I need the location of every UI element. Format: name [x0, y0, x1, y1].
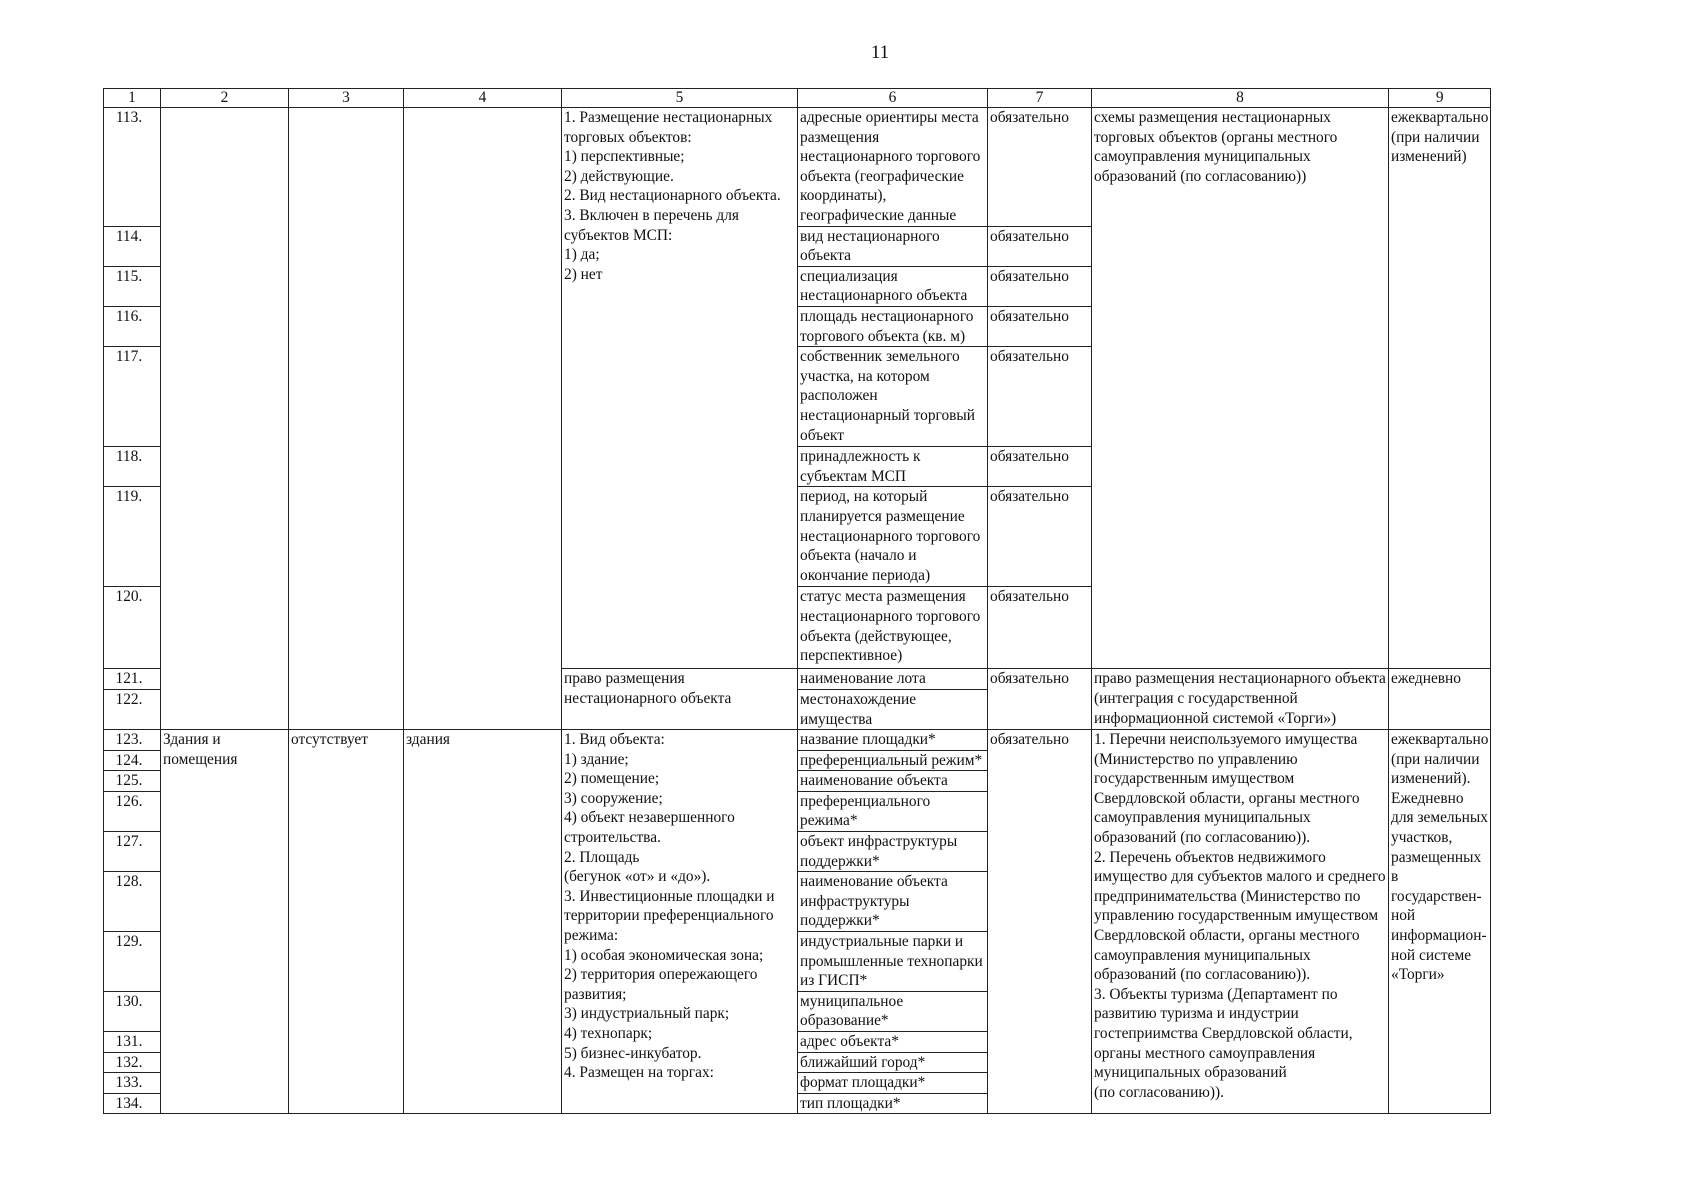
row-number: 123.	[104, 730, 161, 751]
row-number: 121.	[104, 669, 161, 690]
header-cell: 3	[289, 89, 404, 108]
attribute-cell: площадь нестационарного торгового объекта (кв. м)	[798, 306, 988, 346]
source-cell: 1. Перечни неиспользуемого имущества (Министерство по управлению государственным имуществом Свердловской области, органы местного самоуправления муниципальных образований (по согласованию)). 2. Перечень объектов недвижимого имущество для субъектов малого и среднего предпринимательства (Министерство по управлению государственным имуществом Свердловской области, органы местного самоуправления муниципальных образований (по согласованию)). 3. Объекты туризма (Департамент по развитию туризма и индустрии гостеприимства Свердловской области, органы местного самоуправления муниципальных образований (по согласованию)).	[1092, 730, 1389, 1114]
row-number: 132.	[104, 1052, 161, 1073]
row-number: 113.	[104, 108, 161, 227]
attribute-cell: формат площадки*	[798, 1073, 988, 1094]
table-row	[104, 730, 1491, 751]
row-number: 133.	[104, 1073, 161, 1094]
row-number: 116.	[104, 306, 161, 346]
attribute-cell: наименование объекта инфраструктуры поддержки*	[798, 872, 988, 932]
attribute-cell: собственник земельного участка, на котором расположен нестационарный торговый объект	[798, 347, 988, 447]
attribute-cell: период, на который планируется размещение нестационарного торгового объекта (начало и окончание периода)	[798, 487, 988, 587]
row-number: 128.	[104, 872, 161, 932]
attribute-cell: название площадки*	[798, 730, 988, 751]
row-number: 118.	[104, 447, 161, 487]
frequency-cell: ежеквартально (при наличии изменений). Ежедневно для земельных участков, размещенных в государствен-ной информацион-ной системе «Торги»	[1389, 730, 1491, 1114]
requirement-cell: обязательно	[988, 447, 1092, 487]
data-composition-cell: право размещения нестационарного объекта	[562, 669, 798, 730]
data-table	[103, 88, 1491, 1114]
row-number: 124.	[104, 750, 161, 771]
header-cell: 5	[562, 89, 798, 108]
attribute-cell: наименование лота	[798, 669, 988, 690]
row-number: 119.	[104, 487, 161, 587]
row-number: 129.	[104, 932, 161, 992]
row-number: 117.	[104, 347, 161, 447]
header-row	[104, 89, 1491, 108]
requirement-cell: обязательно	[988, 347, 1092, 447]
header-cell: 1	[104, 89, 161, 108]
requirement-cell: обязательно	[988, 669, 1092, 730]
row-number: 125.	[104, 771, 161, 792]
header-cell: 9	[1389, 89, 1491, 108]
attribute-cell: статус места размещения нестационарного торгового объекта (действующее, перспективное)	[798, 587, 988, 669]
data-composition-cell: 1. Вид объекта: 1) здание; 2) помещение; 3) сооружение; 4) объект незавершенного строительства. 2. Площадь (бегунок «от» и «до»). 3. Инвестиционные площадки и территории преференциального режима: 1) особая экономическая зона; 2) территория опережающего развития; 3) индустриальный парк; 4) технопарк; 5) бизнес-инкубатор. 4. Размещен на торгах:	[562, 730, 798, 1114]
attribute-cell: муниципальное образование*	[798, 991, 988, 1031]
attribute-cell: наименование объекта	[798, 771, 988, 792]
attribute-cell: тип площадки*	[798, 1093, 988, 1114]
row-number: 114.	[104, 226, 161, 266]
requirement-cell: обязательно	[988, 487, 1092, 587]
page-number: 11	[870, 42, 890, 63]
attribute-cell: местонахождение имущества	[798, 689, 988, 729]
header-cell: 6	[798, 89, 988, 108]
attribute-cell: адрес объекта*	[798, 1032, 988, 1053]
table-row	[104, 108, 1491, 227]
attribute-cell: принадлежность к субъектам МСП	[798, 447, 988, 487]
row-number: 115.	[104, 266, 161, 306]
requirement-cell: обязательно	[988, 587, 1092, 669]
attribute-cell: вид нестационарного объекта	[798, 226, 988, 266]
header-cell: 2	[161, 89, 289, 108]
header-cell: 4	[404, 89, 562, 108]
cell-col4: здания	[404, 730, 562, 1114]
row-number: 127.	[104, 832, 161, 872]
row-number: 134.	[104, 1093, 161, 1114]
header-cell: 8	[1092, 89, 1389, 108]
attribute-cell: специализация нестационарного объекта	[798, 266, 988, 306]
attribute-cell: ближайший город*	[798, 1052, 988, 1073]
data-composition-cell: 1. Размещение нестационарных торговых объектов: 1) перспективные; 2) действующие. 2. Вид нестационарного объекта. 3. Включен в перечень для субъектов МСП: 1) да; 2) нет	[562, 108, 798, 669]
header-cell: 7	[988, 89, 1092, 108]
section-name-cell: Здания и помещения	[161, 730, 289, 1114]
frequency-cell: ежедневно	[1389, 669, 1491, 730]
source-cell: схемы размещения нестационарных торговых объектов (органы местного самоуправления муниципальных образований (по согласованию))	[1092, 108, 1389, 669]
row-number: 131.	[104, 1032, 161, 1053]
source-cell: право размещения нестационарного объекта (интеграция с государственной информационной системой «Торги»)	[1092, 669, 1389, 730]
cell-col3	[289, 108, 404, 730]
frequency-cell: ежеквартально (при наличии изменений)	[1389, 108, 1491, 669]
row-number: 126.	[104, 791, 161, 831]
cell-col2	[161, 108, 289, 730]
cell-col4	[404, 108, 562, 730]
row-number: 130.	[104, 991, 161, 1031]
cell-col3: отсутствует	[289, 730, 404, 1114]
row-number: 120.	[104, 587, 161, 669]
attribute-cell: индустриальные парки и промышленные технопарки из ГИСП*	[798, 932, 988, 992]
requirement-cell: обязательно	[988, 306, 1092, 346]
row-number: 122.	[104, 689, 161, 729]
attribute-cell: объект инфраструктуры поддержки*	[798, 832, 988, 872]
requirement-cell: обязательно	[988, 226, 1092, 266]
requirement-cell: обязательно	[988, 266, 1092, 306]
requirement-cell: обязательно	[988, 730, 1092, 1114]
attribute-cell: преференциальный режим*	[798, 750, 988, 771]
attribute-cell: преференциального режима*	[798, 791, 988, 831]
attribute-cell: адресные ориентиры места размещения нестационарного торгового объекта (географические координаты), географические данные	[798, 108, 988, 227]
requirement-cell: обязательно	[988, 108, 1092, 227]
